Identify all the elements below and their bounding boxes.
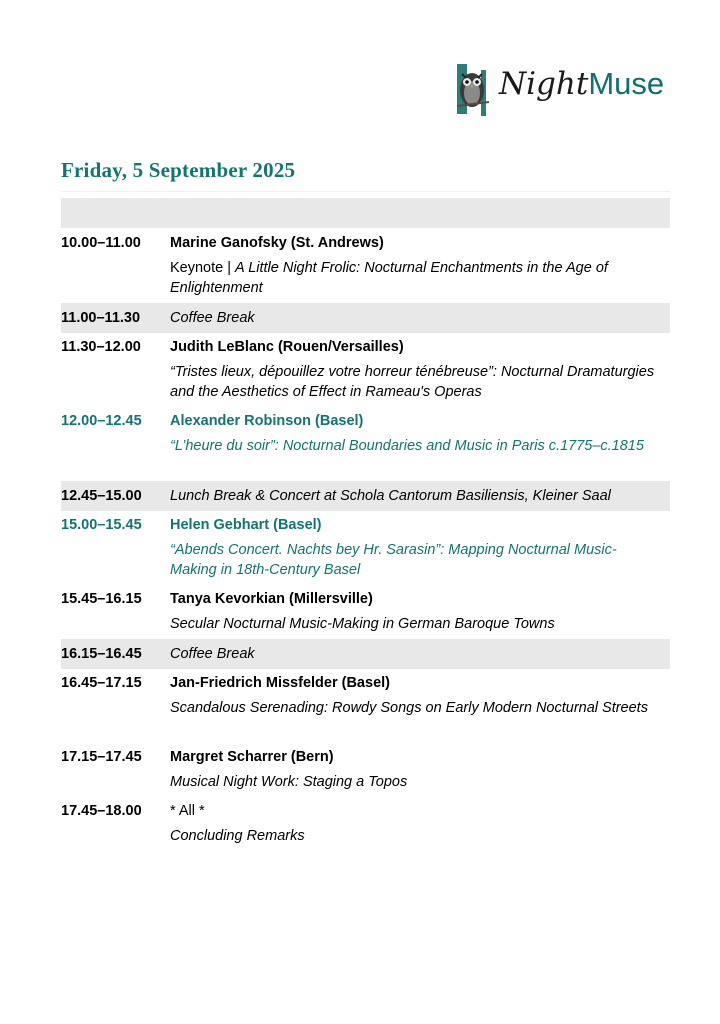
time-slot: 11.30–12.00 — [61, 339, 141, 355]
speaker-name: * All * — [170, 803, 205, 819]
talk-title: Musical Night Work: Staging a Topos — [170, 774, 408, 790]
session-details — [170, 233, 670, 303]
break-label: Lunch Break & Concert at Schola Cantorum Basiliensis, Kleiner Saal — [170, 488, 611, 504]
title-rule — [61, 191, 670, 192]
time-slot: 16.45–17.15 — [61, 675, 142, 691]
time-slot: 12.00–12.45 — [61, 413, 142, 429]
schedule-row-highlighted — [61, 511, 670, 585]
speaker-name: Helen Gebhart (Basel) — [170, 517, 322, 533]
time-slot: 10.00–11.00 — [61, 235, 141, 251]
time-slot: 11.00–11.30 — [61, 310, 141, 326]
talk-title: “Abends Concert. Nachts bey Hr. Sarasin”: Mapping Nocturnal Music-Making in 18th-Century Basel — [170, 542, 617, 578]
logo-night-text: Night — [499, 66, 589, 102]
speaker-name: Tanya Kevorkian (Millersville) — [170, 591, 373, 607]
owl-icon — [455, 60, 495, 120]
nightmuse-logo — [455, 60, 665, 120]
speaker-name: Jan-Friedrich Missfelder (Basel) — [170, 675, 390, 691]
break-title — [170, 308, 670, 333]
session-details — [170, 801, 670, 851]
break-row — [61, 639, 670, 669]
talk-title — [170, 258, 662, 298]
schedule-table — [61, 229, 670, 851]
session-details — [170, 515, 670, 585]
session-details — [170, 411, 670, 481]
break-title — [170, 486, 670, 511]
page-title: Friday, 5 September 2025 — [61, 158, 296, 182]
speaker-name: Alexander Robinson (Basel) — [170, 413, 364, 429]
talk-title: Secular Nocturnal Music-Making in German Baroque Towns — [170, 616, 555, 632]
table-header-band — [61, 198, 670, 228]
logo-wordmark — [499, 64, 664, 104]
speaker-name: Judith LeBlanc (Rouen/Versailles) — [170, 339, 404, 355]
time-slot: 15.45–16.15 — [61, 591, 142, 607]
session-details — [170, 747, 670, 797]
session-details — [170, 673, 670, 743]
speaker-name: Margret Scharrer (Bern) — [170, 749, 334, 765]
schedule-row — [61, 743, 670, 797]
schedule-row-highlighted — [61, 407, 670, 481]
talk-title: Concluding Remarks — [170, 828, 305, 844]
schedule-row — [61, 797, 670, 851]
session-details — [170, 337, 670, 407]
break-row — [61, 303, 670, 333]
break-label: Coffee Break — [170, 310, 255, 326]
speaker-name: Marine Ganofsky (St. Andrews) — [170, 235, 384, 251]
schedule-row — [61, 229, 670, 303]
talk-title-text: A Little Night Frolic: Nocturnal Enchantments in the Age of Enlightenment — [170, 260, 608, 296]
logo-muse-text: Muse — [588, 66, 665, 101]
time-slot: 17.45–18.00 — [61, 803, 142, 819]
time-slot: 17.15–17.45 — [61, 749, 142, 765]
break-label: Coffee Break — [170, 646, 255, 662]
talk-title: Scandalous Serenading: Rowdy Songs on Early Modern Nocturnal Streets — [170, 700, 648, 716]
talk-prefix: Keynote | — [170, 260, 236, 276]
session-details — [170, 589, 670, 639]
time-slot: 16.15–16.45 — [61, 646, 142, 662]
schedule-row — [61, 333, 670, 407]
break-title — [170, 644, 670, 669]
time-slot: 15.00–15.45 — [61, 517, 142, 533]
schedule-row — [61, 585, 670, 639]
break-row — [61, 481, 670, 511]
schedule-row — [61, 669, 670, 743]
talk-title: “Tristes lieux, dépouillez votre horreur ténébreuse”: Nocturnal Dramaturgies and the Aesthetics of Effect in Rameau's Operas — [170, 364, 655, 400]
talk-title: “L’heure du soir”: Nocturnal Boundaries and Music in Paris c.1775–c.1815 — [170, 438, 644, 454]
time-slot: 12.45–15.00 — [61, 488, 142, 504]
